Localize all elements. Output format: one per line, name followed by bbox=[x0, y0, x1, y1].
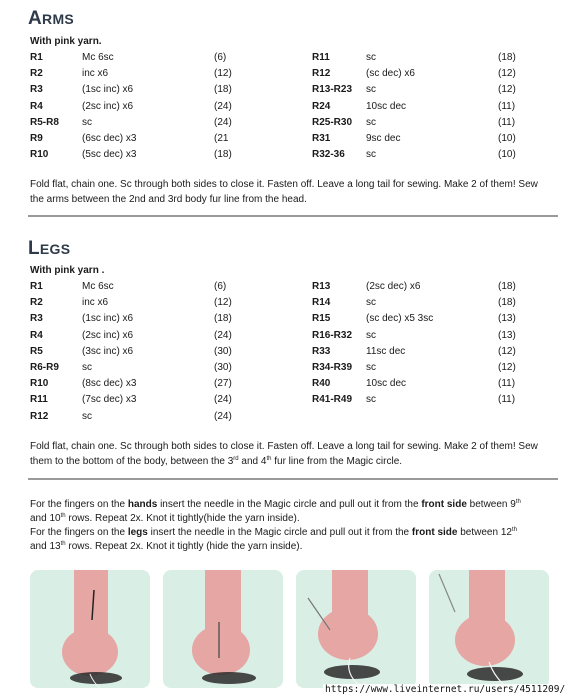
row-label: R4 bbox=[30, 329, 43, 341]
row-count: (18) bbox=[214, 313, 232, 325]
crochet-leg-photo-4 bbox=[429, 570, 549, 688]
row-label: R2 bbox=[30, 297, 43, 309]
pattern-row bbox=[30, 297, 280, 313]
row-count: (18) bbox=[498, 281, 516, 292]
row-label: R4 bbox=[30, 100, 43, 112]
pattern-row bbox=[312, 378, 562, 394]
row-count: (24) bbox=[214, 410, 232, 422]
pattern-row bbox=[312, 297, 562, 313]
row-count: (12) bbox=[498, 361, 516, 373]
row-count: (10) bbox=[498, 132, 516, 144]
row-stitches: sc bbox=[366, 149, 376, 161]
pattern-row bbox=[312, 362, 562, 378]
row-count: (6) bbox=[214, 281, 227, 292]
row-label: R10 bbox=[30, 149, 49, 161]
legs-heading: LEGS bbox=[28, 238, 71, 259]
row-count: (10) bbox=[498, 149, 516, 161]
pattern-row bbox=[30, 84, 280, 100]
row-count: (24) bbox=[214, 329, 232, 341]
row-label: R12 bbox=[30, 410, 49, 422]
crochet-leg-photo-1 bbox=[30, 570, 150, 688]
row-label: R13 bbox=[312, 281, 331, 292]
row-label: R3 bbox=[30, 313, 43, 325]
row-label: R25-R30 bbox=[312, 116, 353, 128]
row-label: R12 bbox=[312, 68, 331, 80]
row-count: (24) bbox=[214, 116, 232, 128]
row-label: R41-R49 bbox=[312, 394, 353, 406]
pattern-row bbox=[312, 149, 562, 165]
arms-divider bbox=[28, 215, 558, 217]
pattern-row bbox=[30, 68, 280, 84]
row-count: (11) bbox=[498, 378, 516, 390]
pattern-row bbox=[312, 101, 562, 117]
row-stitches: 11sc dec bbox=[366, 345, 406, 357]
row-stitches: (7sc dec) x3 bbox=[82, 394, 137, 406]
row-label: R15 bbox=[312, 313, 331, 325]
arms-rows-right bbox=[312, 52, 562, 165]
row-stitches: sc bbox=[366, 329, 376, 341]
pattern-row bbox=[312, 52, 562, 68]
row-count: (13) bbox=[498, 329, 516, 341]
row-stitches: 10sc dec bbox=[366, 100, 407, 112]
pattern-row bbox=[312, 84, 562, 100]
row-stitches: inc x6 bbox=[82, 68, 109, 80]
pattern-row bbox=[312, 313, 562, 329]
pattern-row bbox=[312, 68, 562, 84]
row-stitches: (6sc dec) x3 bbox=[82, 132, 137, 144]
pattern-row bbox=[30, 378, 280, 394]
pattern-row bbox=[30, 362, 280, 378]
row-count: (18) bbox=[214, 84, 232, 96]
row-stitches: 10sc dec bbox=[366, 378, 407, 390]
legs-yarn-note: With pink yarn . bbox=[30, 265, 105, 276]
row-stitches: (sc dec) x6 bbox=[366, 68, 415, 80]
row-count: (30) bbox=[214, 361, 232, 373]
row-count: (18) bbox=[214, 149, 232, 161]
row-count: (11) bbox=[498, 116, 516, 128]
pattern-row bbox=[312, 346, 562, 362]
row-count: (21 bbox=[214, 132, 229, 144]
row-count: (11) bbox=[498, 394, 516, 406]
row-count: (18) bbox=[498, 297, 516, 309]
row-stitches: (8sc dec) x3 bbox=[82, 378, 137, 390]
row-stitches: (1sc inc) x6 bbox=[82, 84, 134, 96]
row-stitches: sc bbox=[366, 84, 376, 96]
row-label: R2 bbox=[30, 68, 43, 80]
row-count: (12) bbox=[498, 68, 516, 80]
row-stitches: (2sc inc) x6 bbox=[82, 100, 134, 112]
legs-instructions: Fold flat, chain one. Sc through both sides to close it. Fasten off. Leave a long tail for sewing. Make 2 of them! Sew them to the bottom of the body, between the 3rd and 4th fur line from the Magic circle. bbox=[30, 441, 538, 467]
pattern-row bbox=[30, 313, 280, 329]
row-stitches: (3sc inc) x6 bbox=[82, 345, 134, 357]
row-label: R5-R8 bbox=[30, 116, 59, 128]
pattern-row bbox=[30, 52, 280, 68]
row-label: R14 bbox=[312, 297, 331, 309]
row-count: (24) bbox=[214, 394, 232, 406]
arms-instructions: Fold flat, chain one. Sc through both sides to close it. Fasten off. Leave a long tail for sewing. Make 2 of them! Sew the arms between the 2nd and 3rd body fur line from the head. bbox=[30, 179, 538, 205]
row-stitches: sc bbox=[366, 116, 376, 128]
photo-step-2 bbox=[163, 570, 283, 688]
watermark-url: https://www.liveinternet.ru/users/4511209/ bbox=[325, 684, 566, 695]
row-label: R11 bbox=[30, 394, 48, 406]
fingers-instructions: For the fingers on the hands insert the needle in the Magic circle and pull out it from the front side between 9th and 10th rows. Repeat 2x. Knot it tightly(hide the yarn inside). For the fingers on the legs insert the needle in the Magic circle and pull out it from the front side between 12th and 13th rows. Repeat 2x. Knot it tightly (hide the yarn inside). bbox=[30, 499, 521, 552]
row-stitches: (5sc dec) x3 bbox=[82, 149, 137, 161]
row-label: R31 bbox=[312, 132, 331, 144]
row-count: (11) bbox=[498, 100, 516, 112]
photo-step-3 bbox=[296, 570, 416, 688]
row-stitches: sc bbox=[82, 361, 92, 373]
legs-divider bbox=[28, 478, 558, 480]
row-label: R11 bbox=[312, 52, 330, 63]
row-label: R13-R23 bbox=[312, 84, 353, 96]
pattern-row bbox=[30, 149, 280, 165]
pattern-row bbox=[30, 117, 280, 133]
pattern-row bbox=[312, 117, 562, 133]
row-stitches: sc bbox=[366, 297, 376, 309]
arms-yarn-note: With pink yarn. bbox=[30, 36, 102, 47]
row-stitches: Mc 6sc bbox=[82, 52, 114, 63]
row-stitches: sc bbox=[82, 116, 92, 128]
row-count: (12) bbox=[498, 345, 516, 357]
row-count: (18) bbox=[498, 52, 516, 63]
row-stitches: (1sc inc) x6 bbox=[82, 313, 134, 325]
row-label: R6-R9 bbox=[30, 361, 59, 373]
pattern-row bbox=[30, 411, 280, 427]
row-label: R9 bbox=[30, 132, 43, 144]
row-stitches: sc bbox=[366, 361, 376, 373]
row-label: R34-R39 bbox=[312, 361, 353, 373]
row-label: R10 bbox=[30, 378, 49, 390]
pattern-row bbox=[30, 133, 280, 149]
row-stitches: sc bbox=[366, 394, 376, 406]
pattern-row bbox=[30, 101, 280, 117]
crochet-leg-photo-3 bbox=[296, 570, 416, 688]
pattern-row bbox=[30, 281, 280, 297]
pattern-row bbox=[30, 330, 280, 346]
row-label: R5 bbox=[30, 345, 43, 357]
row-label: R1 bbox=[30, 52, 43, 63]
arms-heading: ARMS bbox=[28, 8, 75, 29]
row-label: R1 bbox=[30, 281, 43, 292]
pattern-row bbox=[312, 281, 562, 297]
row-stitches: sc bbox=[366, 52, 376, 63]
row-label: R33 bbox=[312, 345, 331, 357]
row-stitches: (sc dec) x5 3sc bbox=[366, 313, 434, 325]
row-label: R24 bbox=[312, 100, 331, 112]
row-stitches: Mc 6sc bbox=[82, 281, 114, 292]
pattern-row bbox=[30, 394, 280, 410]
row-count: (6) bbox=[214, 52, 227, 63]
row-stitches: 9sc dec bbox=[366, 132, 401, 144]
legs-rows-right bbox=[312, 281, 562, 411]
pattern-row bbox=[30, 346, 280, 362]
row-count: (13) bbox=[498, 313, 516, 325]
row-label: R16-R32 bbox=[312, 329, 353, 341]
row-stitches: sc bbox=[82, 410, 92, 422]
row-label: R32-36 bbox=[312, 149, 345, 161]
row-stitches: (2sc inc) x6 bbox=[82, 329, 134, 341]
pattern-row bbox=[312, 133, 562, 149]
row-count: (24) bbox=[214, 100, 232, 112]
arms-rows-left bbox=[30, 52, 280, 165]
row-label: R40 bbox=[312, 378, 331, 390]
crochet-leg-photo-2 bbox=[163, 570, 283, 688]
photo-step-4 bbox=[429, 570, 549, 688]
row-count: (12) bbox=[498, 84, 516, 96]
row-count: (12) bbox=[214, 68, 232, 80]
row-stitches: (2sc dec) x6 bbox=[366, 281, 421, 292]
row-count: (27) bbox=[214, 378, 232, 390]
photo-step-1 bbox=[30, 570, 150, 688]
row-stitches: inc x6 bbox=[82, 297, 109, 309]
pattern-row bbox=[312, 330, 562, 346]
row-count: (30) bbox=[214, 345, 232, 357]
row-label: R3 bbox=[30, 84, 43, 96]
pattern-row bbox=[312, 394, 562, 410]
legs-rows-left bbox=[30, 281, 280, 427]
row-count: (12) bbox=[214, 297, 232, 309]
